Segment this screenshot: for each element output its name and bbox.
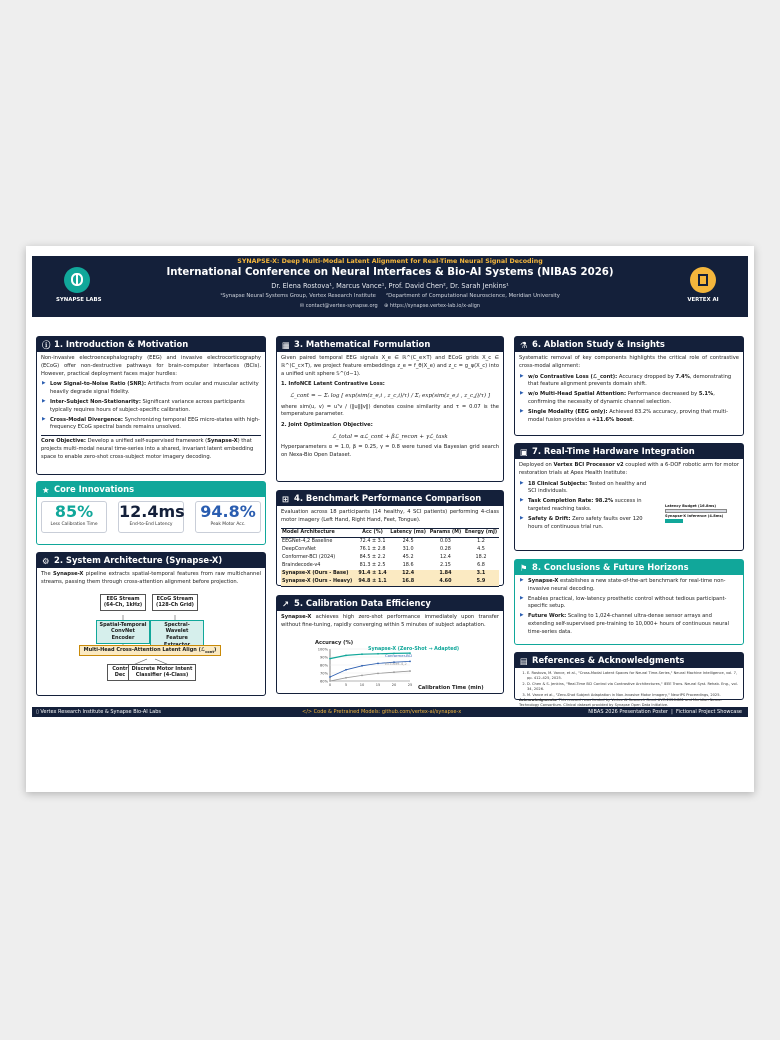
eeg-stream-node: EEG Stream (64-Ch, 1kHz) (100, 594, 146, 612)
stat-label: Peak Motor Acc. (210, 522, 246, 527)
chart-point (361, 675, 363, 677)
spatial-encoder-node: Spatial-Temporal ConvNet Encoder (96, 620, 150, 644)
ablation-title: 6. Ablation Study & Insights (532, 339, 665, 349)
calibration-section (276, 595, 504, 694)
contact-website[interactable]: https://synapse.vertex-lab.io/x-align (389, 303, 481, 309)
stat-value: 12.4ms (119, 502, 185, 521)
intro-section (36, 336, 266, 475)
line-chart-icon: ↗ (282, 599, 290, 609)
poster-footer (32, 707, 748, 717)
latency-bar-chart (665, 504, 741, 524)
math-subheading-2: 2. Joint Optimization Objective: (281, 422, 373, 429)
logo-left-label: SYNAPSE LABS (56, 297, 102, 303)
conclusions-list (519, 578, 739, 637)
benchmark-section (276, 490, 504, 586)
table-header-row (281, 528, 499, 537)
chart-series-label: Conformer-BCI (385, 653, 413, 658)
poster-title: International Conference on Neural Interfaces & Bio-AI Systems (NIBAS 2026) (166, 267, 614, 278)
innovations-section (36, 481, 266, 545)
column-header: Acc (%) (357, 528, 389, 537)
chart-y-tick-label: 100% (317, 647, 328, 652)
chart-series-label: Synapse-X (Zero-Shot → Adapted) (368, 647, 460, 652)
chart-point (345, 655, 347, 657)
benchmark-title: 4. Benchmark Performance Comparison (294, 493, 482, 503)
reference-item: 3. M. Vance et al., "Zero-Shot Subject Adaptation in Non-Invasive Motor Imagery," NeurIPS Proceedings, 2025. (527, 693, 739, 698)
chart-y-tick-label: 80% (320, 663, 328, 668)
hardware-header (515, 444, 743, 459)
chart-xlabel: Calibration Time (min) (418, 685, 484, 691)
chart-series-line (330, 671, 410, 681)
intro-header (37, 337, 265, 352)
table-row: Braindecode-v4 81.3 ± 2.5 18.6 2.15 6.8 (282, 562, 485, 569)
table-row: Synapse-X (Ours - Heavy) 94.8 ± 1.1 16.8 4.60 5.9 (281, 578, 499, 586)
acknowledgments: Acknowledgments: This research was funded by Vertex AI Research Grant #VR-2026-881 and Meridian Neuro-Technology Consortium. Clinical dataset provided by Synapse Open Data Initiative. (519, 697, 722, 708)
poster-contact (32, 303, 748, 309)
microchip-icon: ▣ (520, 447, 528, 457)
conclusions-header (515, 560, 743, 575)
contrastive-decoder-node: Contr Dec (107, 664, 133, 682)
list-item: ▶ Future Work: Scaling to 1,024-channel ultra-dense sensor arrays and extending self-supervised pre-training to 10,000+ hours of continuous neural time-series data. (519, 613, 739, 636)
chart-series-label: EEGNet-4,2 (385, 661, 407, 666)
intro-title: 1. Introduction & Motivation (54, 339, 189, 349)
reference-item: 2. D. Chen & S. Jenkins, "Real-Time BCI Control via Contrastive Architectures," IEEE Trans. Neural Syst. Rehab. Eng., vol. 34, 2026. (527, 682, 739, 693)
chart-point (377, 663, 379, 665)
info-icon: ⓘ (42, 340, 51, 350)
poster-authors: Dr. Elena Rostova¹, Marcus Vance¹, Prof. David Chen², Dr. Sarah Jenkins¹ (271, 282, 509, 290)
reference-item: 1. E. Rostova, M. Vance, et al., "Cross-Modal Latent Spaces for Neural Time-Series," Neural Machine Intelligence, vol. 7, pp. 412–425, 2025. (527, 671, 739, 682)
table-row: Conformer-BCI (2024) 84.5 ± 2.2 45.2 12.4 18.2 (282, 554, 487, 561)
calibration-chart (278, 637, 504, 693)
stat-calibration (41, 501, 107, 533)
table-row: Synapse-X (Ours - Base) 91.4 ± 1.4 12.4 1.84 3.1 (281, 570, 499, 578)
list-item: ▶ Cross-Modal Divergence: Synchronizing temporal EEG micro-states with high-frequency ECoG spectral bands remains unsolved. (41, 417, 261, 433)
poster (26, 246, 754, 792)
chip-icon (690, 267, 716, 293)
inference-bar (665, 519, 683, 523)
chart-point (329, 658, 331, 660)
infonce-equation: ℒ_cont = − Σᵢ log [ exp(sim(z_e,i , z_c,i)/τ) / Σⱼ exp(sim(z_e,i , z_c,j)/τ) ] (289, 393, 490, 400)
list-item: ▶ Task Completion Rate: 98.2% success in targeted reaching tasks. (519, 498, 647, 514)
chart-x-tick-label: 20 (391, 683, 397, 687)
table-row: EEGNet-4,2 Baseline 72.4 ± 3.1 24.5 0.03 1.2 (282, 538, 485, 545)
math-header (277, 337, 503, 352)
spectral-extractor-node: Spectral-Wavelet Feature (150, 620, 204, 651)
chart-x-tick-label: 10 (359, 683, 365, 687)
column-header: Params (M) (428, 528, 463, 537)
hardware-section (514, 443, 744, 551)
math-title: 3. Mathematical Formulation (294, 339, 431, 349)
stat-label: Less Calibration Time (50, 522, 98, 527)
footer-code-link[interactable]: </> Code & Pretrained Models: github.com/vertex-ai/synapse-x (302, 709, 462, 715)
chart-y-tick-label: 60% (320, 679, 328, 684)
conclusions-title: 8. Conclusions & Future Horizons (532, 562, 689, 572)
table-row: DeepConvNet 76.1 ± 2.8 31.0 0.28 4.5 (282, 546, 485, 553)
book-icon: ▤ (520, 656, 528, 666)
list-item: ▶ Inter-Subject Non-Stationarity: Significant variance across participants typically requires hours of subject-specific calibration. (41, 399, 261, 415)
affiliation-2: ²Department of Computational Neuroscience, Meridian University (386, 293, 560, 299)
architecture-diagram (37, 593, 265, 683)
architecture-title: 2. System Architecture (Synapse-X) (54, 555, 223, 565)
innovations-title: Core Innovations (54, 484, 135, 494)
architecture-header (37, 553, 265, 568)
chart-point (393, 671, 395, 673)
references-title: References & Acknowledgments (532, 655, 685, 665)
math-subheading-1: 1. InfoNCE Latent Contrastive Loss: (281, 381, 385, 388)
core-objective: Core Objective: Develop a unified self-supervised framework (Synapse-X) that projects multi-modal neural time-series into a shared, invariant latent embedding space to enable zero-shot cross-subject motor imagery decoding. (41, 435, 261, 461)
list-item: ▶ Single Modality (EEG only): Achieved 83.2% accuracy, proving that multi-modal fusion provides a +11.6% boost. (519, 409, 739, 425)
chart-y-tick-label: 70% (320, 671, 328, 676)
chart-point (409, 661, 411, 663)
latency-budget-bar (665, 509, 727, 513)
joint-objective-equation: ℒ_total = αℒ_cont + βℒ_recon + γℒ_task (332, 433, 448, 440)
intro-lead: Non-invasive electroencephalography (EEG) and invasive electrocorticography (ECoG) offer non-destructive pathways for brain-computer interfaces (BCIs). However, practical deployment faces major hurdles: (41, 355, 261, 377)
benchmark-table (281, 528, 499, 587)
stat-accuracy (195, 501, 261, 533)
flask-icon: ⚗ (520, 340, 528, 350)
architecture-section (36, 552, 266, 696)
chart-point (361, 665, 363, 667)
math-hyperparameters: Hyperparameters α = 1.0, β = 0.25, γ = 0.8 were tuned via Bayesian grid search on Nexa-Bio Open Dataset. (281, 444, 499, 459)
calibration-lead: Synapse-X achieves high zero-shot performance immediately upon transfer without fine-tuning, rapidly converging within 5 minutes of subject adaptation. (281, 614, 499, 628)
references-list (519, 671, 739, 698)
poster-subtitle: SYNAPSE-X: Deep Multi-Modal Latent Alignment for Real-Time Neural Signal Decoding (237, 258, 543, 265)
ablation-list (519, 374, 739, 425)
column-header: Energy (mJ) (463, 528, 499, 537)
cross-attention-align-node: Multi-Head Cross-Attention Latent Align (ℒ$_{cont}$) (79, 645, 221, 657)
ablation-header (515, 337, 743, 352)
chart-x-tick-label: 25 (407, 683, 413, 687)
calibration-header (277, 596, 503, 611)
benchmark-header (277, 491, 503, 506)
list-item: ▶ Low Signal-to-Noise Ratio (SNR): Artifacts from ocular and muscular activity heavily degrade signal fidelity. (41, 381, 261, 397)
chart-plot-area (318, 646, 459, 687)
innovations-header (37, 482, 265, 497)
building-icon: ▯ (36, 709, 39, 715)
logo-right-label: VERTEX AI (687, 297, 719, 303)
chart-x-tick-label: 15 (375, 683, 381, 687)
chart-ylabel: Accuracy (%) (315, 640, 354, 646)
calibration-title: 5. Calibration Data Efficiency (294, 598, 431, 608)
latency-budget-label: Latency Budget (16.8ms) (665, 504, 717, 508)
math-lead: Given paired temporal EEG signals X_e ∈ ℝ^(C_e×T) and ECoG grids X_c ∈ ℝ^(C_c×T), we project feature embeddings z_e = f_θ(X_e) and z_c = g_φ(X_c) into a unified unit sphere 𝕊^(d−1). (281, 355, 499, 377)
references-section (514, 652, 744, 708)
stat-value: 94.8% (200, 502, 256, 521)
column-header: Model Architecture (281, 528, 357, 537)
vertex-ai-logo (682, 267, 724, 303)
contact-email[interactable]: contact@vertex-synapse.org (305, 303, 378, 309)
conclusions-section (514, 559, 744, 645)
hardware-title: 7. Real-Time Hardware Integration (532, 446, 695, 456)
chart-point (329, 676, 331, 678)
list-item: ▶ 18 Clinical Subjects: Tested on healthy and SCI individuals. (519, 481, 647, 497)
star-icon: ★ (42, 485, 50, 495)
architecture-lead: The Synapse-X pipeline extracts spatial-temporal features from raw multichannel streams, passing them through cross-attention alignment before projection. (41, 571, 261, 585)
stat-value: 85% (54, 502, 94, 521)
affiliation-1: ¹Synapse Neural Systems Group, Vertex Research Institute (220, 293, 376, 299)
chart-y-tick-label: 90% (320, 655, 328, 660)
chart-point (329, 680, 331, 682)
list-item: ▶ Enables practical, low-latency prosthetic control without tedious participant-specific setup. (519, 596, 739, 612)
calculator-icon: ▦ (282, 340, 290, 350)
chart-point (345, 677, 347, 679)
table-icon: ⊞ (282, 494, 290, 504)
chart-point (377, 653, 379, 655)
list-item: ▶ w/o Multi-Head Spatial Attention: Performance decreased by 5.1%, confirming the necessity of dynamic channel selection. (519, 391, 739, 407)
footer-right: NIBAS 2026 Presentation Poster | Fictional Project Showcase (588, 709, 742, 715)
motor-classifier-node: Discrete Motor Intent Classifier (4-Class) (128, 664, 196, 682)
inference-label: Synapse-X Inference (4.8ms) (665, 514, 724, 518)
stat-label: End-to-End Latency (129, 522, 173, 527)
hardware-list (519, 481, 647, 532)
benchmark-lead: Evaluation across 18 participants (14 healthy, 4 SCI patients) performing 4-class motor imagery (Left Hand, Right Hand, Feet, Tongue). (281, 509, 499, 523)
footer-left: ▯ Vertex Research Institute & Synapse Bio-AI Labs (36, 709, 161, 715)
chart-point (377, 673, 379, 675)
column-header: Latency (ms) (388, 528, 428, 537)
globe-icon: ⊕ (384, 303, 389, 309)
intro-list (41, 381, 261, 432)
code-icon: </> (302, 709, 313, 715)
poster-affiliations (32, 293, 748, 299)
chart-point (361, 653, 363, 655)
stat-latency (118, 501, 184, 533)
envelope-icon: ✉ (299, 303, 305, 309)
innovation-stats (37, 497, 265, 537)
ablation-section (514, 336, 744, 436)
chart-point (345, 669, 347, 671)
list-item: ▶ Safety & Drift: Zero safety faults over 120 hours of continuous trial run. (519, 516, 647, 532)
list-item: ▶ Synapse-X establishes a new state-of-the-art benchmark for real-time non-invasive neural decoding. (519, 578, 739, 594)
hardware-lead: Deployed on Vertex BCI Processor v2 coupled with a 6-DOF robotic arm for motor restoration trials at Apex Health Institute: (519, 462, 739, 476)
math-similarity-note: where sim(u, v) = uᵀv / (‖u‖‖v‖) denotes cosine similarity and τ = 0.07 is the temperature parameter. (281, 403, 499, 418)
list-item: ▶ w/o Contrastive Loss (ℒ_cont): Accuracy dropped by 7.4%, demonstrating that feature alignment prevents domain shift. (519, 374, 739, 390)
ecog-stream-node: ECoG Stream (128-Ch Grid) (152, 594, 198, 612)
ablation-lead: Systematic removal of key components highlights the critical role of contrastive cross-modal alignment: (519, 355, 739, 369)
flag-icon: ⚑ (520, 563, 528, 573)
chart-point (409, 670, 411, 672)
gears-icon: ⚙ (42, 556, 50, 566)
math-section (276, 336, 504, 482)
poster-header (32, 256, 748, 317)
chart-x-tick-label: 5 (344, 683, 348, 687)
references-header (515, 653, 743, 668)
chart-x-tick-label: 0 (328, 683, 332, 687)
